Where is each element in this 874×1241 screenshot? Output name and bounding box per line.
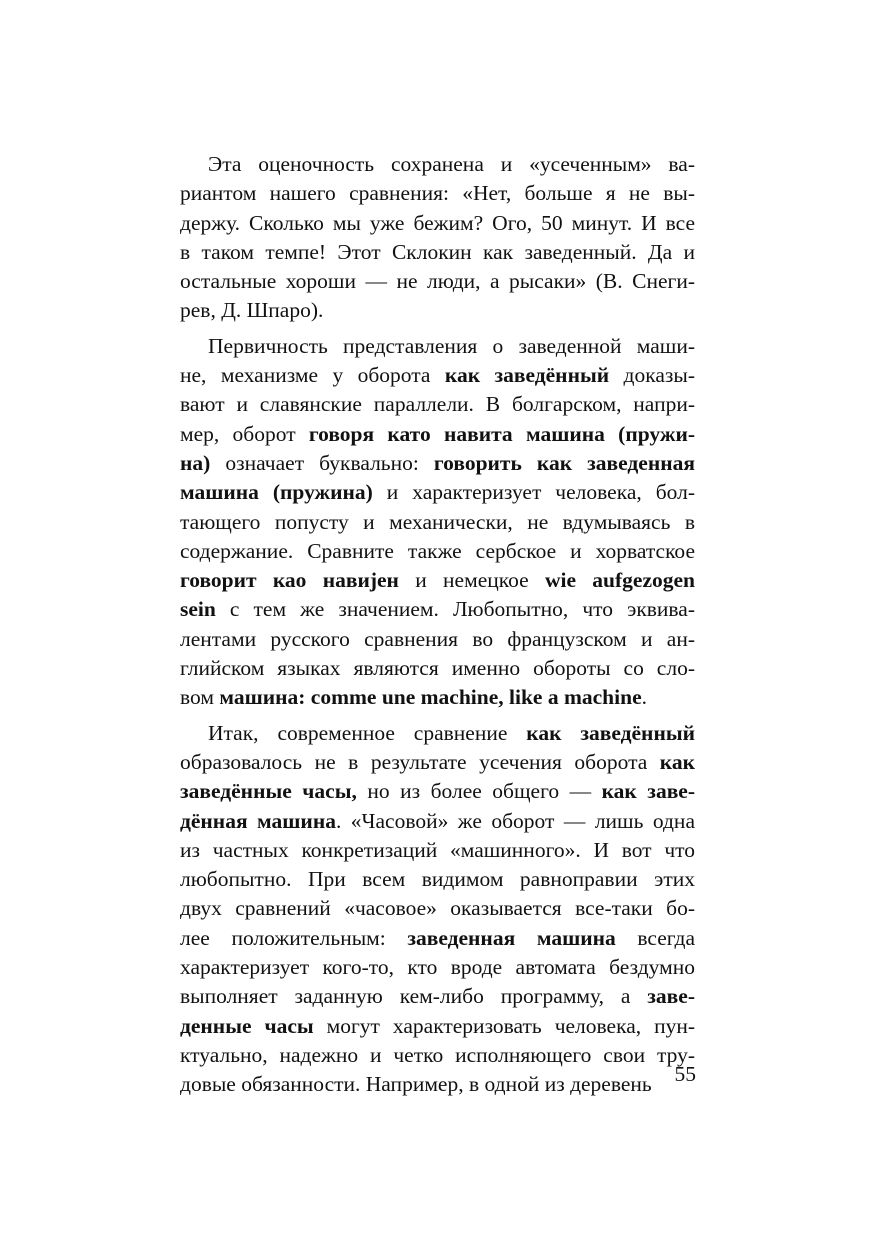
paragraph [180, 150, 695, 326]
text-line [180, 209, 695, 238]
text-line [180, 748, 695, 777]
text-line [180, 982, 695, 1011]
text-run: глийском языках являются именно обороты со сло- [180, 656, 695, 681]
text-run: характеризует кого-то, кто вроде автомата бездумно [180, 955, 695, 980]
text-run: но из более общего — [356, 779, 602, 804]
text-line [180, 1070, 695, 1099]
text-run: ктуально, надежно и четко исполняющего свои тру- [180, 1042, 695, 1067]
text-line [180, 595, 695, 624]
text-run: мер, оборот [180, 421, 309, 446]
bold-phrase: как заведённый [526, 720, 696, 745]
text-run: образовалось не в результате усечения оборота [180, 749, 660, 774]
page-number: 55 [674, 1062, 696, 1086]
text-line [180, 924, 695, 953]
bold-phrase: говорить как заведенная [433, 450, 695, 475]
text-run: выполняет заданную кем-либо программу, а [180, 984, 648, 1009]
text-run: . [641, 685, 647, 710]
text-run: не, механизме у оборота [180, 363, 445, 388]
text-line [180, 807, 695, 836]
text-run: рев, Д. Шпаро). [180, 298, 324, 323]
text-run: двух сравнений «часовое» оказывается все-таки бо- [180, 896, 695, 921]
text-line [180, 1012, 695, 1041]
text-run: Первичность представления о заведенной маши- [208, 333, 695, 358]
text-run: держу. Сколько мы уже бежим? Ого, 50 минут. И все [180, 210, 695, 235]
bold-phrase: заведённые часы, [180, 779, 357, 804]
paragraph [180, 332, 695, 713]
text-line [180, 420, 695, 449]
bold-phrase: wie aufgezogen [544, 568, 696, 593]
text-run: означает буквально: [210, 450, 434, 475]
text-line [180, 894, 695, 923]
text-line [180, 296, 695, 325]
text-run: Эта оценочность сохранена и «усеченным» ва- [208, 152, 695, 176]
bold-phrase: как заведённый [444, 363, 610, 388]
bold-phrase: денные часы [180, 1013, 314, 1038]
bold-phrase: заве- [647, 984, 695, 1009]
bold-phrase: машина: comme une machine, like a machine [219, 685, 642, 710]
text-run: риантом нашего сравнения: «Нет, больше я не вы- [180, 181, 695, 206]
text-run: с тем же значением. Любопытно, что эквива- [215, 597, 695, 622]
text-line [180, 390, 695, 419]
bold-phrase: говоря като навита машина (пружи- [308, 421, 695, 446]
bold-phrase: sein [180, 597, 216, 622]
bold-phrase: заведенная машина [407, 925, 616, 950]
text-run: из частных конкретизаций «машинного». И вот что [180, 837, 695, 862]
text-run: вом [180, 685, 220, 710]
text-line [180, 836, 695, 865]
bold-phrase: на) [180, 450, 211, 475]
text-run: лентами русского сравнения во французском и ан- [180, 626, 695, 651]
text-line [180, 953, 695, 982]
text-line [180, 719, 695, 748]
text-line [180, 267, 695, 296]
text-run: довые обязанности. Например, в одной из деревень [180, 1072, 652, 1097]
text-run: содержание. Сравните также сербское и хорватское [180, 538, 695, 563]
text-run: и характеризует человека, бол- [372, 480, 695, 505]
body-text [180, 150, 695, 1100]
paragraph [180, 719, 695, 1100]
text-line [180, 1041, 695, 1070]
text-line [180, 361, 695, 390]
text-run: доказы- [609, 363, 695, 388]
text-run: в таком темпе! Этот Склокин как заведенный. Да и [180, 239, 695, 264]
bold-phrase: как заве- [601, 779, 696, 804]
text-line [180, 566, 695, 595]
text-line [180, 654, 695, 683]
text-line [180, 777, 695, 806]
text-line [180, 625, 695, 654]
text-line [180, 449, 695, 478]
text-line [180, 508, 695, 537]
text-run: любопытно. При всем видимом равноправии этих [180, 867, 695, 892]
text-run: и немецкое [398, 568, 545, 593]
text-run: Итак, современное сравнение [208, 720, 527, 745]
text-line [180, 537, 695, 566]
bold-phrase: как [659, 749, 695, 774]
text-run: всегда [615, 925, 696, 950]
text-line [180, 332, 695, 361]
text-line [180, 478, 695, 507]
bold-phrase: говорит као навиjен [180, 568, 399, 593]
text-run: лее положительным: [180, 925, 408, 950]
text-line [180, 238, 695, 267]
bold-phrase: дённая машина [180, 808, 336, 833]
text-run: тающего попусту и механически, не вдумываясь в [180, 509, 695, 534]
text-run: вают и славянские параллели. В болгарском, напри- [180, 392, 695, 417]
text-line [180, 683, 695, 712]
text-run: могут характеризовать человека, пун- [313, 1013, 696, 1038]
text-line [180, 179, 695, 208]
text-line [180, 150, 695, 179]
text-run: . «Часовой» же оборот — лишь одна [335, 808, 695, 833]
bold-phrase: машина (пружина) [180, 480, 373, 505]
text-run: остальные хороши — не люди, а рысаки» (В. Снеги- [180, 269, 695, 294]
text-line [180, 865, 695, 894]
